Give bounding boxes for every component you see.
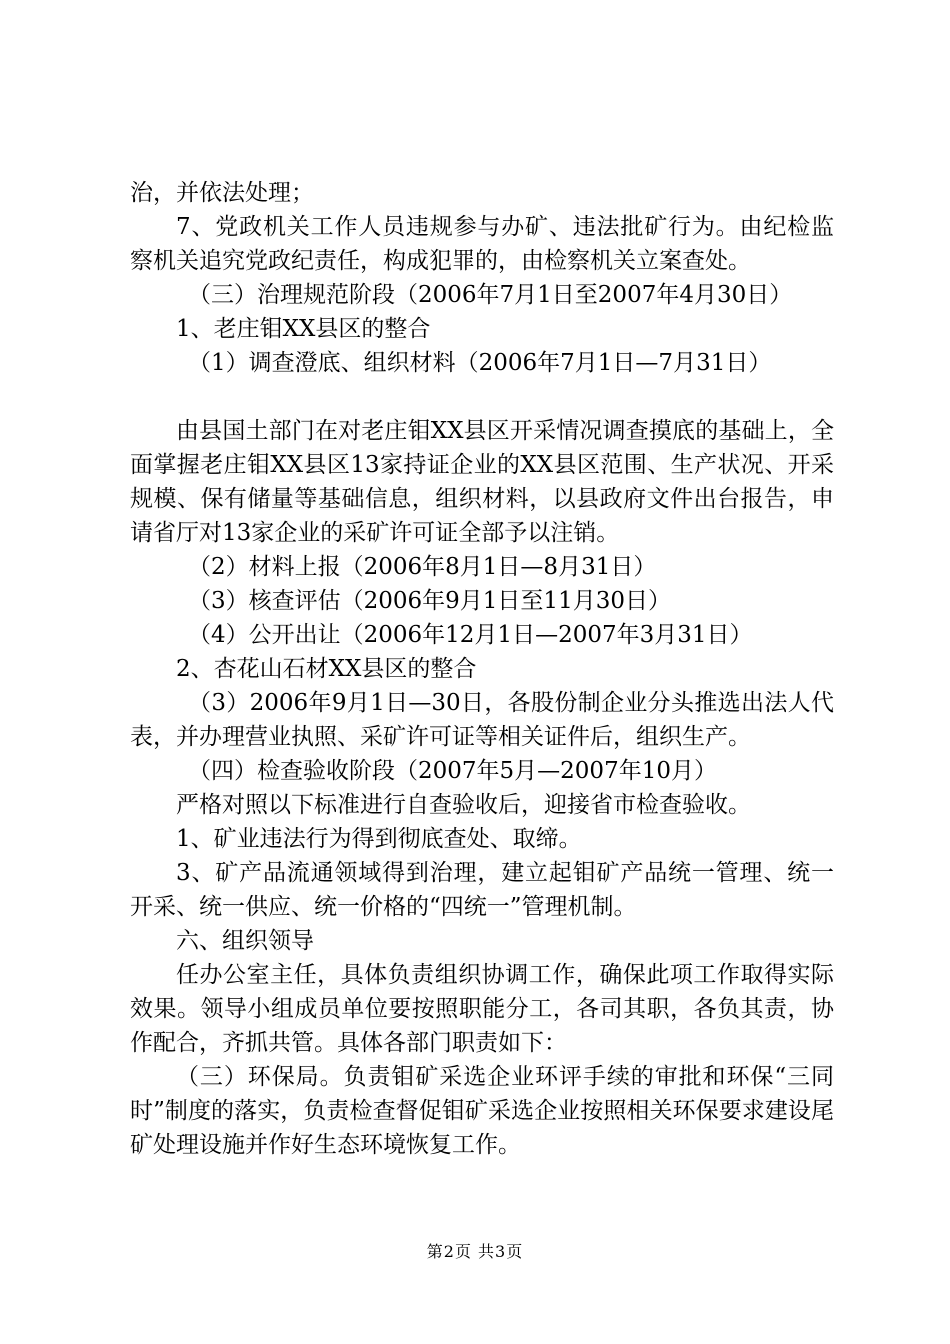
list-item: （2）材料上报（2006年8月1日—8月31日） [188, 554, 657, 580]
list-item: 3、矿产品流通领域得到治理，建立起钼矿产品统一管理、统一开采、统一供应、统一价格的“四统一”管理机制。 [130, 860, 834, 920]
section-heading: （三）治理规范阶段（2006年7月1日至2007年4月30日） [188, 282, 793, 308]
subsection-heading: 2、杏花山石材XX县区的整合 [176, 656, 477, 682]
list-item: （3）核查评估（2006年9月1日至11月30日） [188, 588, 671, 614]
paragraph: 7、党政机关工作人员违规参与办矿、违法批矿行为。由纪检监察机关追究党政纪责任，构成犯罪的，由检察机关立案查处。 [130, 214, 834, 274]
paragraph: 严格对照以下标准进行自查验收后，迎接省市检查验收。 [176, 792, 751, 818]
list-item: （4）公开出让（2006年12月1日—2007年3月31日） [188, 622, 753, 648]
list-item: （3）2006年9月1日—30日，各股份制企业分头推选出法人代表，并办理营业执照、采矿许可证等相关证件后，组织生产。 [130, 690, 834, 750]
subsection-heading: 1、老庄钼XX县区的整合 [176, 316, 431, 342]
page-number-footer: 第2页 共3页 [426, 1242, 524, 1261]
list-item: （1）调查澄底、组织材料（2006年7月1日—7月31日） [188, 350, 772, 376]
section-heading: （四）检查验收阶段（2007年5月—2007年10月） [188, 758, 717, 784]
paragraph: 治，并依法处理； [130, 180, 314, 206]
paragraph: 任办公室主任，具体负责组织协调工作，确保此项工作取得实际效果。领导小组成员单位要按照职能分工，各司其职，各负其责，协作配合，齐抓共管。具体各部门职责如下： [130, 962, 834, 1056]
paragraph: （三）环保局。负责钼矿采选企业环评手续的审批和环保“三同时”制度的落实，负责检查督促钼矿采选企业按照相关环保要求建设尾矿处理设施并作好生态环境恢复工作。 [130, 1064, 834, 1158]
document-body [130, 176, 834, 1162]
section-heading: 六、组织领导 [176, 928, 314, 954]
paragraph: 由县国土部门在对老庄钼XX县区开采情况调查摸底的基础上，全面掌握老庄钼XX县区13家持证企业的XX县区范围、生产状况、开采规模、保有储量等基础信息，组织材料，以县政府文件出台报告，申请省厅对13家企业的采矿许可证全部予以注销。 [130, 418, 834, 546]
list-item: 1、矿业违法行为得到彻底查处、取缔。 [176, 826, 582, 852]
